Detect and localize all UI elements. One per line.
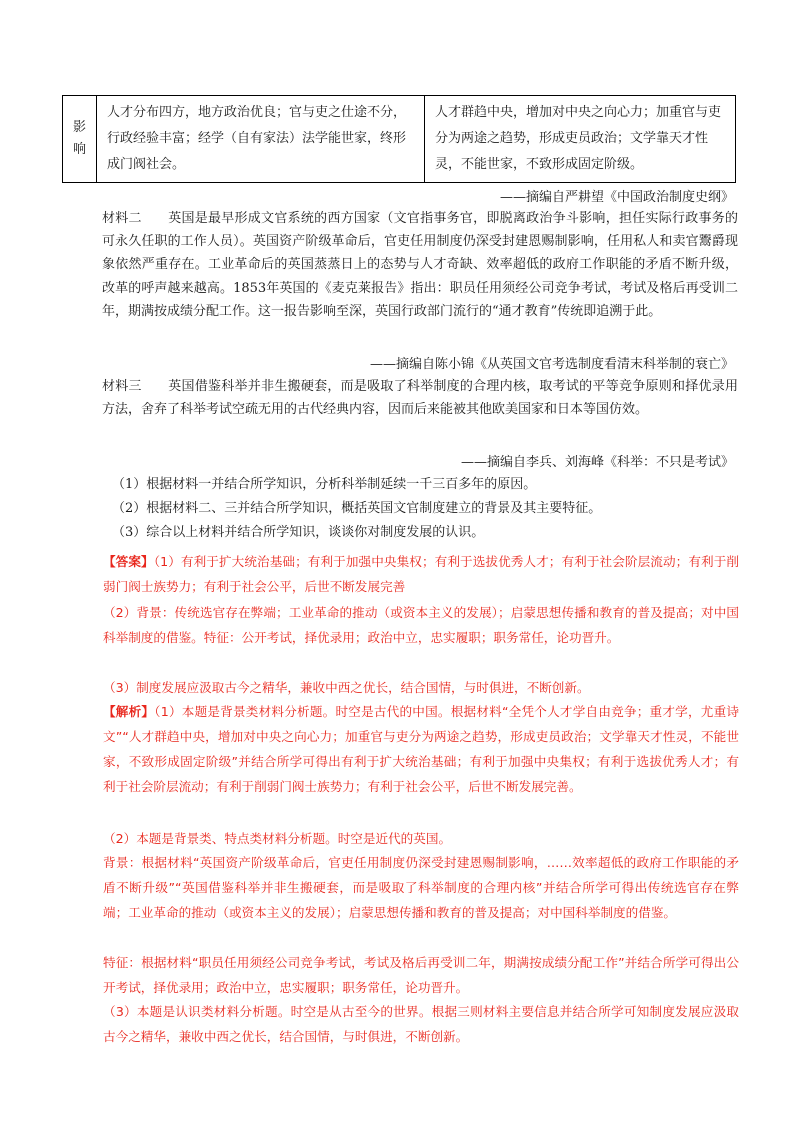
analysis-text-1: （1）本题是背景类材料分析题。时空是古代的中国。根据材料“全凭个人才学自由竞争；重才学，尤重诗文”“人才群趋中央，增加对中央之向心力；加重官与吏分为两途之趋势，形成吏员政治；文学靠天才性灵，不能世家，不致形成固定阶级”并结合所学可得出有利于扩大统治基础；有利于加强中央集权；有利于选拔优秀人才；有利于社会阶层流动；有利于削弱门阀士族势力；有利于社会公平，后世不断发展完善。 bbox=[103, 704, 739, 794]
table-cell-imperial-exam-before: 人才分布四方，地方政治优良；官与吏之仕途不分，行政经验丰富；经学（自有家法）法学能世家，终形成门阀社会。 bbox=[97, 96, 425, 183]
analysis-part-1 bbox=[103, 699, 739, 799]
table-row bbox=[63, 96, 736, 183]
answer-part-2: （2）背景：传统选官存在弊端；工业革命的推动（或资本主义的发展）；启蒙思想传播和教育的普及提高；对中国科举制度的借鉴。特征：公开考试，择优录用；政治中立，忠实履职；职务常任，论功晋升。 bbox=[103, 605, 739, 645]
question-2: （2）根据材料二、三并结合所学知识，概括英国文官制度建立的背景及其主要特征。 bbox=[112, 501, 602, 516]
question-1: （1）根据材料一并结合所学知识，分析科举制延续一千三百多年的原因。 bbox=[112, 477, 537, 492]
source-citation-3: ——摘编自李兵、刘海峰《科举：不只是考试》 bbox=[460, 455, 734, 470]
material-2-paragraph: 材料二 英国是最早形成文官系统的西方国家（文官指事务官，即脱离政治争斗影响，担任实际行政事务的可永久任职的工作人员）。英国资产阶级革命后，官吏任用制度仍深受封建恩赐制影响，任用私人和卖官鬻爵现象依然严重存在。工业革命后的英国蒸蒸日上的态势与人才奇缺、效率超低的政府工作职能的矛盾不断升级，改革的呼声越来越高。1853年英国的《麦克莱报告》指出：职员任用须经公司竞争考试，考试及格后再受训二年，期满按成绩分配工作。这一报告影响至深，英国行政部门流行的“通才教育”传统即追溯于此。 bbox=[102, 211, 738, 319]
question-3: （3）综合以上材料并结合所学知识，谈谈你对制度发展的认识。 bbox=[112, 525, 485, 540]
answer-tag: 【答案】 bbox=[103, 554, 154, 569]
answer-part-3: （3）制度发展应汲取古今之精华，兼收中西之优长，结合国情，与时俱进，不断创新。 bbox=[103, 680, 590, 695]
analysis-part-5: （3）本题是认识类材料分析题。时空是从古至今的世界。根据三则材料主要信息并结合所学可知制度发展应汲取古今之精华，兼收中西之优长，结合国情，与时俱进，不断创新。 bbox=[103, 1004, 739, 1044]
table-cell-imperial-exam-after: 人才群趋中央，增加对中央之向心力；加重官与吏分为两途之趋势，形成吏员政治；文学靠天才性灵，不能世家，不致形成固定阶级。 bbox=[425, 96, 736, 183]
answer-text-1: （1）有利于扩大统治基础；有利于加强中央集权；有利于选拔优秀人才；有利于社会阶层流动；有利于削弱门阀士族势力；有利于社会公平，后世不断发展完善 bbox=[103, 554, 740, 594]
source-citation-1: ——摘编自严耕望《中国政治制度史纲》 bbox=[499, 190, 734, 205]
analysis-tag: 【解析】 bbox=[103, 704, 155, 719]
material-3-paragraph: 材料三 英国借鉴科举并非生搬硬套，而是吸取了科举制度的合理内核，取考试的平等竞争原则和择优录用方法，舍弃了科举考试空疏无用的古代经典内容，因而后来能被其他欧美国家和日本等国仿效。 bbox=[102, 379, 738, 418]
analysis-part-3: 背景：根据材料“英国资产阶级革命后，官吏任用制度仍深受封建恩赐制影响，……效率超低的政府工作职能的矛盾不断升级”“英国借鉴科举并非生搬硬套，而是吸取了科举制度的合理内核”并结合所学可得出传统选官存在弊端；工业革命的推动（或资本主义的发展）；启蒙思想传播和教育的普及提高；对中国科举制度的借鉴。 bbox=[103, 855, 739, 920]
row-header-char-1: 影 bbox=[72, 120, 86, 135]
analysis-part-4: 特征：根据材料“职员任用须经公司竞争考试，考试及格后再受训二年，期满按成绩分配工作”并结合所学可得出公开考试，择优录用；政治中立，忠实履职；职务常任，论功晋升。 bbox=[103, 955, 739, 995]
influence-table bbox=[62, 95, 736, 183]
answer-part-1 bbox=[103, 549, 739, 599]
table-row-header bbox=[63, 96, 97, 183]
analysis-part-2: （2）本题是背景类、特点类材料分析题。时空是近代的英国。 bbox=[103, 831, 452, 846]
source-citation-2: ——摘编自陈小锦《从英国文官考选制度看清末科举制的衰亡》 bbox=[369, 357, 734, 372]
row-header-char-2: 响 bbox=[72, 142, 86, 157]
